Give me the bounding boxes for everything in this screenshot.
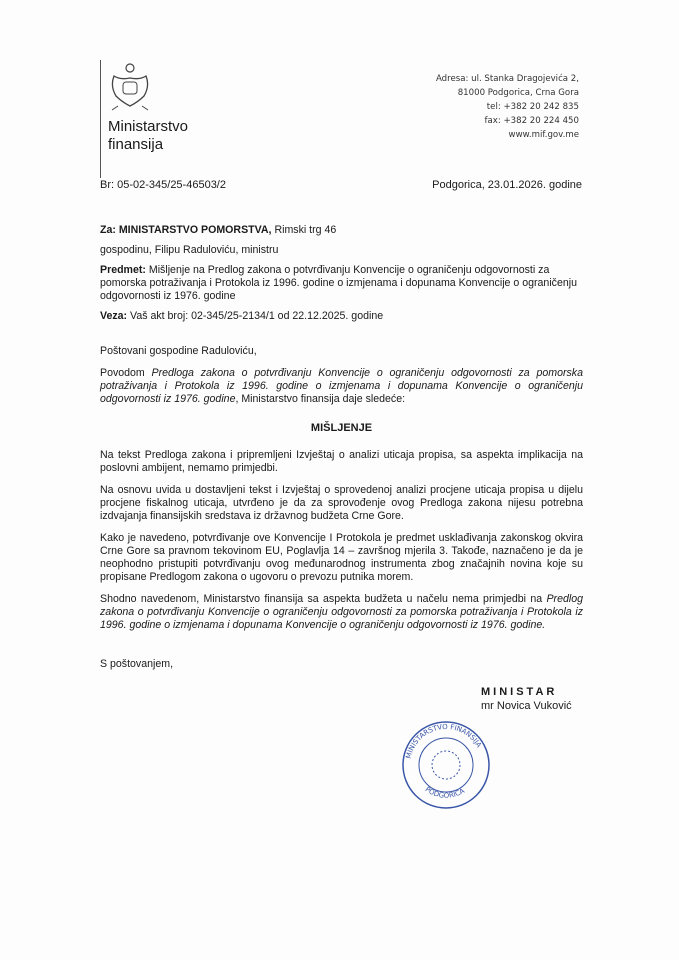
intro-italic: Predloga zakona o potvrđivanju Konvencije o ograničenju odgovornosti za pomorska potraživanja i Protokola iz 1996. godine o izmjenama i dopunama Konvencije o ograničenju odgovornosti iz 1976. godine: [100, 367, 583, 405]
recipient-name: MINISTARSTVO POMORSTVA,: [118, 224, 272, 236]
opinion-paragraph: Na osnovu uvida u dostavljeni tekst i Izvještaj o sprovedenoj analizi procjene uticaja propisa u dijelu procjene fiskalnog uticaja, utvrđeno je da za sprovođenje ovog Predloga zakona nijesu potrebna izdvajanja finansijskih sredstava iz državnog budžeta Crne Gore.: [100, 484, 583, 522]
ministry-name: [108, 118, 188, 154]
recipient-address: Rimski trg 46: [274, 224, 337, 236]
signature-title: MINISTAR: [481, 686, 558, 698]
link-text: Vaš akt broj: 02-345/25-2134/1 od 22.12.2025. godine: [130, 310, 384, 322]
salutation: Poštovani gospodine Raduloviću,: [100, 345, 257, 357]
conclusion-italic: Predlog zakona o potvrđivanju Konvencije o ograničenju odgovornosti za pomorska potraživanja i Protokola iz 1996. godine o izmjenama i dopunama Konvencije o ograničenju odgovornosti iz 1976. godine.: [100, 593, 583, 631]
coat-of-arms-logo: [108, 62, 152, 112]
ministry-name-line2: finansija: [108, 136, 164, 153]
letterhead-divider: [100, 60, 101, 178]
address-city: 81000 Podgorica, Crna Gora: [457, 88, 579, 98]
signature-block: [481, 685, 572, 713]
closing: S poštovanjem,: [100, 658, 174, 670]
svg-text:PODGORICA: PODGORICA: [423, 785, 466, 800]
opinion-paragraph: Na tekst Predloga zakona i pripremljeni Izvještaj o analizi uticaja propisa, sa aspekta implikacija na poslovni ambijent, nemamo primjedbi.: [100, 449, 583, 474]
letter-body: [100, 345, 583, 406]
official-stamp: [400, 719, 492, 811]
recipient-person: gospodinu, Filipu Raduloviću, ministru: [100, 244, 279, 256]
recipient-block: [100, 224, 583, 323]
signature-area: [100, 685, 583, 815]
opinion-body: [100, 449, 583, 632]
intro-suffix: , Ministarstvo finansija daje sledeće:: [235, 393, 406, 405]
link-label: Veza:: [100, 310, 128, 322]
subject-text: Mišljenje na Predlog zakona o potvrđivanju Konvencije o ograničenju odgovornosti za pomorska potraživanja i Protokola iz 1996. godine o izmjenama i dopunama Konvencije o ograničenju odgovornosti iz 1976. godine: [100, 264, 578, 302]
subject-label: Predmet:: [100, 264, 146, 276]
intro-prefix: Povodom: [100, 367, 152, 379]
recipient-label: Za:: [100, 224, 116, 236]
address-fax: fax: +382 20 224 450: [484, 116, 579, 126]
signature-name: mr Novica Vuković: [481, 700, 572, 712]
letter-content: [100, 224, 583, 815]
ministry-name-line1: Ministarstvo: [108, 118, 189, 135]
address-website: www.mif.gov.me: [508, 130, 579, 140]
ministry-address: [436, 72, 579, 142]
conclusion-prefix: Shodno navedenom, Ministarstvo finansija sa aspekta budžeta u načelu nema primjedbi na: [100, 593, 547, 605]
opinion-title: MIŠLJENJE: [310, 422, 373, 434]
reference-number: Br: 05-02-345/25-46503/2: [100, 179, 226, 191]
document-date: Podgorica, 23.01.2026. godine: [432, 179, 582, 191]
svg-text:MINISTARSTVO FINANSIJA: MINISTARSTVO FINANSIJA: [404, 722, 483, 760]
opinion-paragraph: Kako je navedeno, potvrđivanje ove Konvencije I Protokola je predmet usklađivanja zakonskog okvira Crne Gore sa pravnom tekovinom EU, Poglavlja 14 – završnog mjerila 3. Takođe, naznačeno je da je neophodno pristupiti potvrđivanju ovog međunarodnog instrumenta zbog značajnih novina koje su propisane Predlogom zakona o ugovoru o prevozu putnika morem.: [100, 532, 583, 583]
address-street: Adresa: ul. Stanka Dragojevića 2,: [435, 74, 579, 84]
address-phone: tel: +382 20 242 835: [486, 102, 579, 112]
